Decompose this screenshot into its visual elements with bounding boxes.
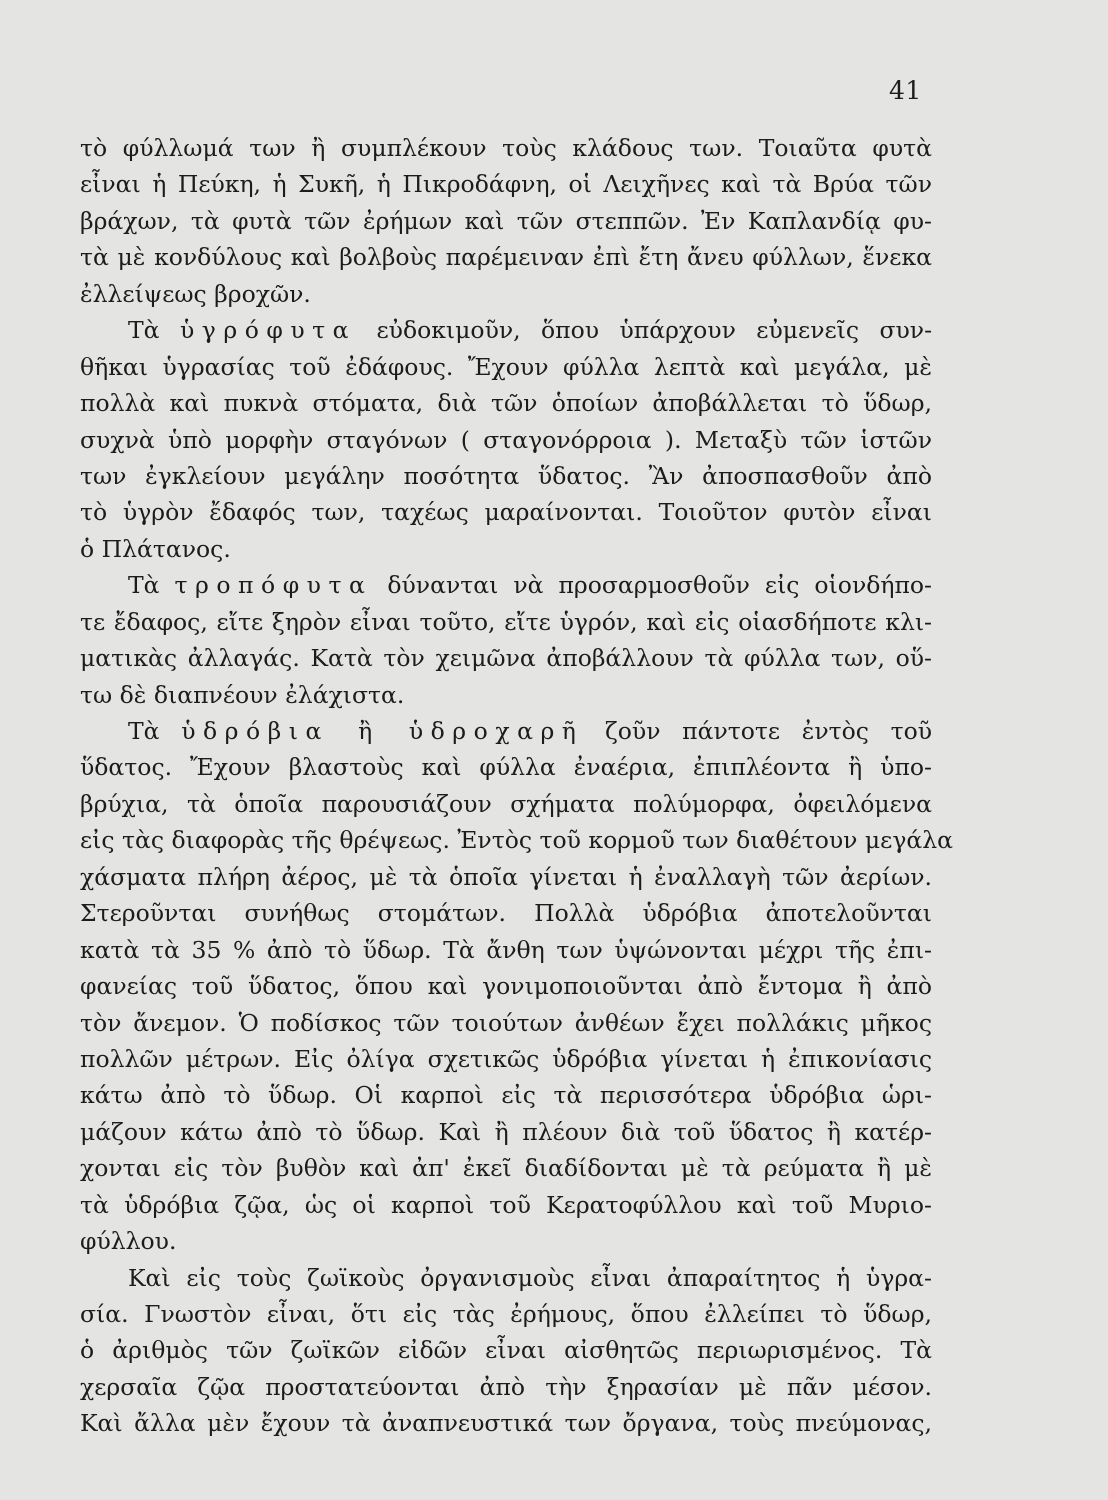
text-line: φύλλου. <box>80 1227 177 1256</box>
spaced-term: ὑγρόφυτα <box>179 316 357 345</box>
paragraph <box>80 1260 932 1442</box>
paragraph <box>80 130 932 312</box>
text-line: ἐλλείψεως βροχῶν. <box>80 279 311 308</box>
text-line: κάτω ἀπὸ τὸ ὕδωρ. Οἱ καρποὶ εἰς τὰ περισσότερα ὑδρόβια ὡρι- <box>80 1081 932 1110</box>
text-line: θῆκαι ὑγρασίας τοῦ ἐδάφους. Ἔχουν φύλλα λεπτὰ καὶ μεγάλα, μὲ <box>80 352 932 381</box>
line-end: ζοῦν πάντοτε ἐντὸς τοῦ <box>583 717 933 745</box>
text-line: Καὶ εἰς τοὺς ζωϊκοὺς ὀργανισμοὺς εἶναι ἀπαραίτητος ἡ ὑγρα- <box>128 1263 932 1292</box>
text-line: εἰς τὰς διαφορὰς τῆς θρέψεως. Ἐντὸς τοῦ κορμοῦ των διαθέτουν μεγάλα <box>80 826 954 855</box>
text-line: σία. Γνωστὸν εἶναι, ὅτι εἰς τὰς ἐρήμους, ὅπου ἐλλείπει τὸ ὕδωρ, <box>80 1300 932 1328</box>
text-line: πολλῶν μέτρων. Εἰς ὀλίγα σχετικῶς ὑδρόβια γίνεται ἡ ἐπικονίασις <box>80 1044 932 1073</box>
text-line: ὕδατος. Ἔχουν βλαστοὺς καὶ φύλλα ἐναέρια, ἐπιπλέοντα ἢ ὑπο- <box>80 753 932 782</box>
text-line: ὁ Πλάτανος. <box>80 534 231 563</box>
text-line: χερσαῖα ζῷα προστατεύονται ἀπὸ τὴν ξηρασίαν μὲ πᾶν μέσον. <box>80 1372 932 1401</box>
text-line: Στεροῦνται συνήθως στομάτων. Πολλὰ ὑδρόβια ἀποτελοῦνται <box>80 899 932 928</box>
text-line: συχνὰ ὑπὸ μορφὴν σταγόνων ( σταγονόρροια ). Μεταξὺ τῶν ἱστῶν <box>80 425 932 454</box>
line-start: Τὰ <box>128 571 175 600</box>
text-line: βρύχια, τὰ ὁποῖα παρουσιάζουν σχήματα πολύμορφα, ὀφειλόμενα <box>80 789 932 818</box>
line-start: Τὰ <box>128 717 182 745</box>
text-line: πολλὰ καὶ πυκνὰ στόματα, διὰ τῶν ὁποίων ἀποβάλλεται τὸ ὕδωρ, <box>80 389 932 418</box>
spaced-term: τροπόφυτα <box>174 571 373 600</box>
text-line: τὸ φύλλωμά των ἢ συμπλέκουν τοὺς κλάδους των. Τοιαῦτα φυτὰ <box>80 134 932 162</box>
paragraph <box>80 567 932 713</box>
text-line: τὰ ὑδρόβια ζῷα, ὡς οἱ καρποὶ τοῦ Κερατοφύλλου καὶ τοῦ Μυριο- <box>80 1190 932 1219</box>
text-line: τὰ μὲ κονδύλους καὶ βολβοὺς παρέμειναν ἐπὶ ἔτη ἄνευ φύλλων, ἕνεκα <box>80 243 932 272</box>
text-line: χάσματα πλήρη ἀέρος, μὲ τὰ ὁποῖα γίνεται ἡ ἐναλλαγὴ τῶν ἀερίων. <box>80 862 932 891</box>
paragraph <box>80 312 932 567</box>
text-line <box>80 567 932 603</box>
body-text <box>80 130 954 1442</box>
text-line: των ἐγκλείουν μεγάλην ποσότητα ὕδατος. Ἂν ἀποσπασθοῦν ἀπὸ <box>80 461 932 490</box>
text-line: ματικὰς ἀλλαγάς. Κατὰ τὸν χειμῶνα ἀποβάλλουν τὰ φύλλα των, οὕ- <box>80 644 932 673</box>
page-number: 41 <box>889 76 922 105</box>
line-start: Τὰ <box>128 316 180 345</box>
line-end: εὐδοκιμοῦν, ὅπου ὑπάρχουν εὐμενεῖς συν- <box>356 316 933 345</box>
text-line: τὸ ὑγρὸν ἔδαφός των, ταχέως μαραίνονται. Τοιοῦτον φυτὸν εἶναι <box>80 498 932 527</box>
text-line: εἶναι ἡ Πεύκη, ἡ Συκῆ, ἡ Πικροδάφνη, οἱ Λειχῆνες καὶ τὰ Βρύα τῶν <box>80 170 932 199</box>
text-line: κατὰ τὰ 35 % ἀπὸ τὸ ὕδωρ. Τὰ ἄνθη των ὑψώνονται μέχρι τῆς ἐπι- <box>80 935 932 964</box>
text-line: τε ἔδαφος, εἴτε ξηρὸν εἶναι τοῦτο, εἴτε ὑγρόν, καὶ εἰς οἱασδήποτε κλι- <box>80 607 932 636</box>
text-line: φανείας τοῦ ὕδατος, ὅπου καὶ γονιμοποιοῦνται ἀπὸ ἔντομα ἢ ἀπὸ <box>80 972 932 1001</box>
text-line: ὁ ἀριθμὸς τῶν ζωϊκῶν εἰδῶν εἶναι αἰσθητῶς περιωρισμένος. Τὰ <box>80 1336 932 1365</box>
text-line <box>80 312 932 348</box>
paragraph <box>80 713 954 1260</box>
text-line: χονται εἰς τὸν βυθὸν καὶ ἀπ' ἐκεῖ διαδίδονται μὲ τὰ ρεύματα ἢ μὲ <box>80 1154 932 1183</box>
text-line <box>80 713 932 749</box>
text-line: μάζουν κάτω ἀπὸ τὸ ὕδωρ. Καὶ ἢ πλέουν διὰ τοῦ ὕδατος ἢ κατέρ- <box>80 1117 932 1146</box>
line-end: δύνανται νὰ προσαρμοσθοῦν εἰς οἱονδήπο- <box>372 571 932 600</box>
text-line: Καὶ ἄλλα μὲν ἔχουν τὰ ἀναπνευστικά των ὄργανα, τοὺς πνεύμονας, <box>80 1409 932 1438</box>
text-line: τω δὲ διαπνέουν ἐλάχιστα. <box>80 680 405 709</box>
text-line: τὸν ἄνεμον. Ὁ ποδίσκος τῶν τοιούτων ἀνθέων ἔχει πολλάκις μῆκος <box>80 1008 932 1037</box>
text-line: βράχων, τὰ φυτὰ τῶν ἐρήμων καὶ τῶν στεππῶν. Ἐν Καπλανδίᾳ φυ- <box>80 206 932 235</box>
spaced-term: ὑδρόβια ἢ ὑδροχαρῆ <box>181 717 584 745</box>
